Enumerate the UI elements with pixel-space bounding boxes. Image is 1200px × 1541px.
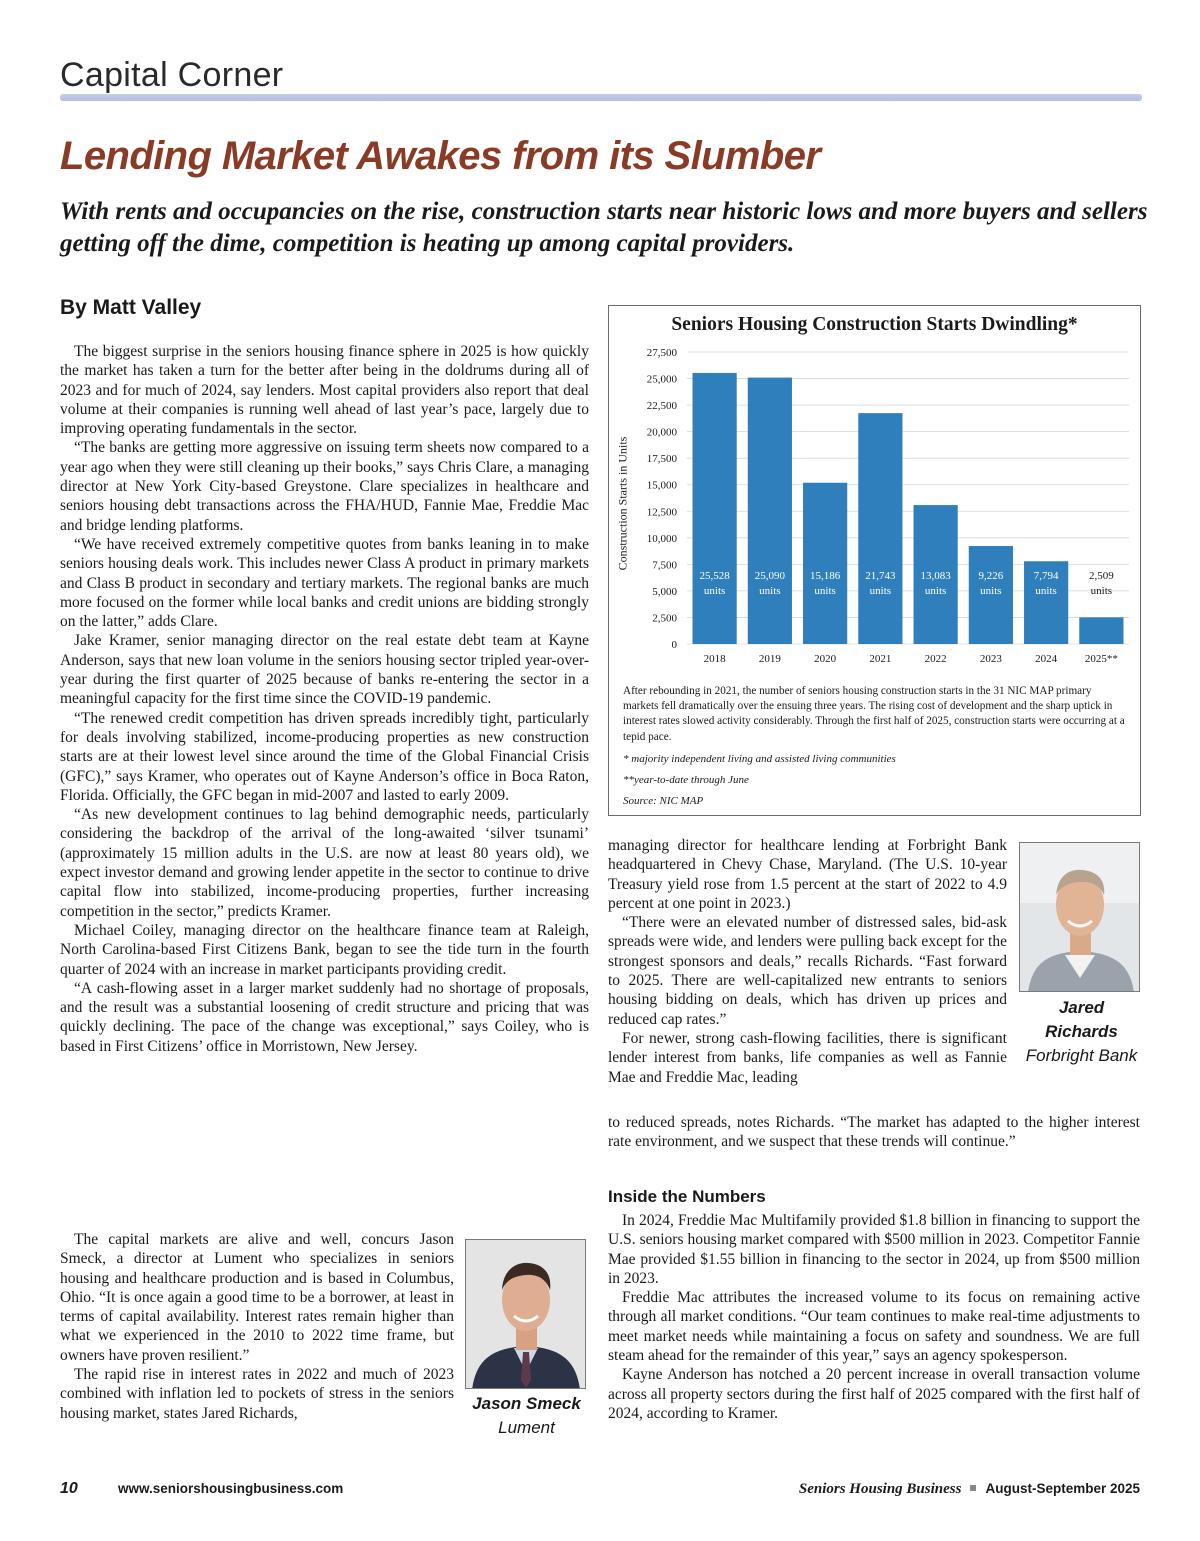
chart-y-tick-label: 17,500 <box>646 453 677 466</box>
paragraph: In 2024, Freddie Mac Multifamily provided $1.8 billion in financing to support the U.S. seniors housing market compared with $500 million in 2023. Competitor Fannie Mae provided $1.55 billion in financing to the sector in 2024, up from $500 million in 2023. <box>608 1212 1140 1287</box>
person-photo-icon <box>466 1240 586 1389</box>
section-title: Capital Corner <box>60 56 284 94</box>
footer-masthead <box>799 1481 1140 1498</box>
chart-y-tick-label: 20,000 <box>646 426 677 439</box>
chart-y-tick-label: 25,000 <box>646 373 677 386</box>
chart-x-tick-label: 2023 <box>979 653 1002 665</box>
paragraph: “The banks are getting more aggressive on issuing term sheets now compared to a year ago when they were still cleaning up their books,” says Chris Clare, a managing director at New York City-based Greystone. Clare specializes in healthcare and seniors housing debt transactions across the FHA/HUD, Fannie Mae, Freddie Mac and bridge lending platforms. <box>60 439 589 534</box>
chart-data-label: 25,528 <box>699 569 730 582</box>
footer-url[interactable]: www.seniorshousingbusiness.com <box>118 1481 344 1496</box>
page-number: 10 <box>60 1480 78 1497</box>
chart-data-unit-label: units <box>1090 584 1113 597</box>
paragraph: to reduced spreads, notes Richards. “The market has adapted to the higher interest rate environment, and we suspect that these trends will continue.” <box>608 1114 1140 1151</box>
paragraph: “There were an elevated number of distressed sales, bid-ask spreads were wide, and lenders were pulling back except for the strongest sponsors and deals,” recalls Richards. “Fast forward to 2025. There are well-capitalized new entrants to seniors housing bidding on deals, which has driven up prices and reduced cap rates.” <box>608 914 1007 1028</box>
chart-bar <box>693 373 737 644</box>
chart-data-label: 2,509 <box>1089 569 1114 582</box>
chart-note-ytd: **year-to-date through June <box>623 774 749 786</box>
chart-title: Seniors Housing Construction Starts Dwindling* <box>671 314 1078 335</box>
chart-bar <box>1079 617 1123 644</box>
chart-data-unit-label: units <box>869 584 892 597</box>
chart-data-label: 21,743 <box>865 569 896 582</box>
deck: With rents and occupancies on the rise, construction starts near historic lows and more buyers and sellers getting off the dime, competition is heating up among capital providers. <box>60 198 1148 257</box>
chart-data-label: 25,090 <box>754 569 785 582</box>
separator-square-icon <box>970 1485 976 1491</box>
chart-bar <box>858 413 902 644</box>
paragraph: Kayne Anderson has notched a 20 percent increase in overall transaction volume across all property sectors during the first half of 2025 compared with the first half of 2024, according to Kramer. <box>608 1366 1140 1422</box>
chart-note-asterisk: * majority independent living and assisted living communities <box>623 753 896 765</box>
chart-x-tick-label: 2024 <box>1035 653 1058 665</box>
byline: By Matt Valley <box>60 296 202 319</box>
body-column-right-lower <box>608 1211 1140 1423</box>
chart-data-unit-label: units <box>924 584 947 597</box>
chart-y-tick-label: 5,000 <box>652 585 677 598</box>
paragraph: The capital markets are alive and well, concurs Jason Smeck, a director at Lument who specializes in seniors housing and healthcare production and is based in Columbus, Ohio. “It is once again a good time to be a borrower, at least in terms of capital availability. Interest rates remain higher than what we experienced in the 2010 to 2022 time frame, but owners have proven resilient.” <box>60 1231 454 1364</box>
paragraph: “As new development continues to lag behind demographic needs, particularly considering the backdrop of the arrival of the long-awaited ‘silver tsunami’ (approximately 15 million adults in the U.S. are now at least 80 years old), we expect investor demand and growing lender appetite in the sector to continue to drive capital flow into stabilized, income-producing properties, further increasing competition in the sector,” predicts Kramer. <box>60 806 589 920</box>
chart-data-unit-label: units <box>703 584 726 597</box>
paragraph: The rapid rise in interest rates in 2022 and much of 2023 combined with inflation led to pockets of stress in the seniors housing market, states Jared Richards, <box>60 1366 454 1422</box>
chart-y-tick-label: 27,500 <box>646 347 677 359</box>
paragraph: Michael Coiley, managing director on the healthcare finance team at Raleigh, North Carolina-based First Citizens Bank, began to see the tide turn in the fourth quarter of 2024 with an increase in market participants providing credit. <box>60 921 589 978</box>
photo-company: Lument <box>498 1418 555 1437</box>
chart-bar <box>803 483 847 644</box>
chart-x-tick-label: 2022 <box>924 653 947 665</box>
headshot-jason-smeck <box>465 1239 586 1389</box>
chart-caption: After rebounding in 2021, the number of seniors housing construction starts in the 31 NIC MAP primary markets fell dramatically over the ensuing three years. The rising cost of development and the sharp uptick in interest rates slowed activity considerably. Through the first half of 2025, construction starts were occurring at a tepid pace. <box>623 685 1125 743</box>
body-column-left-wrap <box>60 1230 454 1423</box>
photo-caption-smeck <box>464 1392 589 1440</box>
chart-data-unit-label: units <box>1035 584 1057 597</box>
chart-y-tick-label: 7,500 <box>652 559 677 572</box>
chart-y-tick-label: 10,000 <box>646 532 677 545</box>
paragraph: “We have received extremely competitive quotes from banks leaning in to make seniors housing deals work. This includes newer Class A product in primary markets and Class B product in secondary and tertiary markets. The regional banks are much more focused on the former while local banks and credit unions are bidding strongly on the latter,” adds Clare. <box>60 535 589 631</box>
photo-name: Richards <box>1045 1022 1118 1041</box>
photo-name: Jason Smeck <box>472 1394 581 1413</box>
photo-caption-richards <box>1014 996 1149 1068</box>
chart-data-unit-label: units <box>759 584 781 597</box>
chart-y-tick-label: 12,500 <box>646 506 677 519</box>
photo-company: Forbright Bank <box>1025 1046 1138 1065</box>
chart-x-tick-label: 2020 <box>814 653 837 665</box>
paragraph: For newer, strong cash-flowing facilities, there is significant lender interest from banks, life companies as well as Fannie Mae and Freddie Mac, leading <box>608 1029 1007 1086</box>
chart-source: Source: NIC MAP <box>623 795 704 807</box>
chart-x-tick-label: 2021 <box>869 653 892 665</box>
body-column-left <box>60 342 589 1056</box>
chart-plot <box>609 306 1140 676</box>
chart-data-label: 7,794 <box>1033 569 1059 582</box>
paragraph: Freddie Mac attributes the increased volume to its focus on remaining active through all market conditions. “Our team continues to make real-time adjustments to meet market needs while maintaining a focus on safety and soundness. We are full steam ahead for the remainder of this year,” says an agency spokesperson. <box>608 1289 1140 1365</box>
body-column-right <box>608 1113 1140 1152</box>
chart-data-label: 9,226 <box>978 569 1004 582</box>
paragraph: “A cash-flowing asset in a larger market suddenly had no shortage of proposals, and the result was a substantial loosening of credit structure and pricing that was quickly declining. The pace of the change was exceptional,” says Coiley, who is based in First Citizens’ office in Morristown, New Jersey. <box>60 979 589 1055</box>
paragraph: Jake Kramer, senior managing director on the real estate debt team at Kayne Anderson, says that new loan volume in the seniors housing sector tripled year-over-year during the first quarter of 2025 because of banks re-entering the sector in a meaningful capacity for the first time since the COVID-19 pandemic. <box>60 632 589 708</box>
headshot-jared-richards <box>1019 842 1140 992</box>
chart-x-tick-label: 2025** <box>1084 653 1118 665</box>
chart-y-tick-label: 2,500 <box>652 612 677 625</box>
paragraph: The biggest surprise in the seniors housing finance sphere in 2025 is how quickly the market has taken a turn for the better after being in the doldrums during all of 2023 and for much of 2024, say lenders. Most capital providers also report that deal volume at their companies is running well ahead of last year’s pace, largely due to improving operating fundamentals in the sector. <box>60 343 589 438</box>
paragraph: “The renewed credit competition has driven spreads incredibly tight, particularly for deals involving stabilized, income-producing properties as new construction starts are at their lowest level since around the time of the Global Financial Crisis (GFC),” says Kramer, who operates out of Kayne Anderson’s office in Boca Raton, Florida. Officially, the GFC began in mid-2007 and lasted to early 2009. <box>60 709 589 804</box>
chart-y-tick-label: 22,500 <box>646 400 677 413</box>
chart-y-tick-label: 0 <box>671 639 677 651</box>
issue-date: August-September 2025 <box>985 1481 1140 1496</box>
chart-data-label: 15,186 <box>810 569 841 582</box>
chart-data-unit-label: units <box>980 584 1002 597</box>
chart-data-unit-label: units <box>814 584 836 597</box>
chart-x-tick-label: 2019 <box>758 653 781 665</box>
body-column-right-wrap <box>608 836 1007 1087</box>
chart-bar <box>748 378 792 644</box>
chart-y-axis-label: Construction Starts in Units <box>615 436 630 571</box>
magazine-name: Seniors Housing Business <box>798 1481 962 1497</box>
photo-name: Jared <box>1058 998 1105 1017</box>
section-rule <box>60 94 1142 101</box>
chart-x-tick-label: 2018 <box>703 653 726 665</box>
construction-starts-chart <box>608 305 1141 816</box>
paragraph: managing director for healthcare lending at Forbright Bank headquartered in Chevy Chase, Maryland. (The U.S. 10-year Treasury yield rose from 1.5 percent at the start of 2022 to 4.9 percent at one point in 2023.) <box>608 837 1007 912</box>
subhead: Inside the Numbers <box>608 1187 766 1206</box>
chart-y-tick-label: 15,000 <box>646 479 677 492</box>
person-photo-icon <box>1020 843 1140 992</box>
headline: Lending Market Awakes from its Slumber <box>60 134 821 178</box>
chart-data-label: 13,083 <box>920 569 951 582</box>
